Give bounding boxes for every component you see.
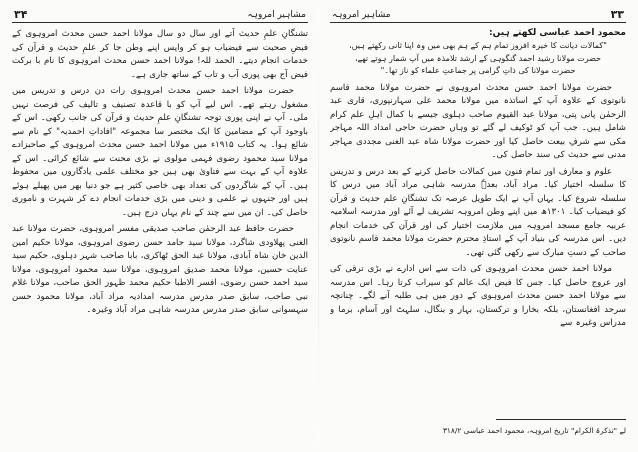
page-body	[330, 28, 626, 331]
paragraph: تشنگانِ علمِ حدیث آتے اور سال دو سال مولانا احمد حسن محدث امروہوی کے فیضِ صحبت سے فیضیاب ہو کر واپس اپنے وطن جا کر علمِ حدیث و قرآن کی خدمات انجام دیتے۔ الحمد للہ! مولانا احمد حسن محدث امروہوی کا نام با برکت فیض آج بھی پوری آب و تاب کے ساتھ جاری ہے۔	[12, 29, 308, 80]
paragraph: حضرت مولانا احمد حسن محدث امروہوی نے حضرت مولانا محمد قاسم نانوتوی کے علاوہ آپ کے اساتذہ میں مولانا محمد علی سہارنپوری، قاری عبد الرحمٰن پانی پتی، مولانا عبد القیوم صاحب دہلوی جیسے با کمال اہلِ علم کرام شامل ہیں۔ جب آپ کو ٹوکیف لے گئے تو وہاں حضرت حاجی امداد اللہ مہاجر مکی سے شرفِ بیعت حاصل کیا اور حضرت مولانا شاہ عبد الغنی مجددی مہاجر مدنی سے حدیث کی سند حاصل کی۔	[330, 82, 626, 160]
footnote: لے "تذکرۃ الکرام" تاریخ امروہہ، محمود احمد عباسی ۳۱۸/۲	[442, 426, 626, 435]
section-heading: محمود احمد عباسی لکھتے ہیں:	[489, 28, 626, 38]
page-header	[330, 8, 626, 23]
running-header: مشاہیر امروہہ	[332, 10, 391, 20]
page-header	[12, 8, 308, 23]
left-page	[12, 8, 308, 444]
page-number: ۳۴	[14, 8, 28, 21]
page-number: ۳۳	[610, 8, 624, 21]
gutter-divider	[318, 8, 319, 444]
page-body	[12, 28, 308, 318]
paragraph: حضرت حافظ عبد الرحمٰن صاحب صدیقی مفسر امروہوی، حضرت مولانا عبد الغنی پھلاودی شاگرد، مولانا سید حامد حسن رضوی امروہوی، مولانا حکیم امین الدین خان شاہ آبادی، مولانا عبد الحق ٹھاکری، بابا صاحب شہر دہلوی، حکیم سید عنایت حسین، مولانا محمد صدیق امروہوی، مولانا سید محمود امروہوی، مولانا سید احمد حسن رضوی، افسر الاطبا حکیم محمد ظہور الحق صاحب، مولانا غلام نبی صاحب، سابق صدر مدرس مدرسہ امدادیہ مراد آباد، مولانا محمود حسن سہسوانی سابق صدر مدرس مدرسہ شاہی مراد آباد وغیرہ۔	[12, 224, 308, 315]
block-quote: "کمالات دیانت کا خیرہ افروز تمام ہم کے ہم بھی میں وہ اپنا ثانی رکھتے ہیں، حضرت مولانا رشید احمد گنگوہی کے ارشد تلامذہ میں آپ شمار ہوتے تھے، حضرت مولانا کی ذاتِ گرامی پر جماعتِ علماء کو ناز تھا۔"	[349, 41, 607, 75]
paragraph: علوم و معارف اور تمام فنون میں کمالات حاصل کرنے کے بعد درس و تدریس کا سلسلہ اختیار کیا۔ مراد آباد، بعدہٗ مدرسہ شاہی مراد آباد میں درس کا سلسلہ شروع کیا۔ یہاں آپ نے ایک طویل عرصہ تک تشنگانِ علم حدیث و قرآن کو فیضیاب کیا۔ ۱۳۰۱ھ میں اپنے وطن امروہہ تشریف لے آئے اور مدرسہ اسلامیہ عربیہ جامع مسجد امروہہ میں ملازمت اختیار کی اور قرآن کی خدمات انجام دیں۔ اس مدرسہ کی بنیاد آپ کے استاذِ محترم حضرت مولانا محمد قاسم نانوتوی صاحب کے دستِ مبارک سے رکھی گئی تھی۔	[330, 166, 626, 258]
running-header: مشاہیر امروہہ	[247, 10, 306, 20]
paragraph: حضرت مولانا احمد حسن محدث امروہوی رات دن درس و تدریس میں مشغول رہتے تھے۔ اس لیے آپ کو با قاعدہ تصنیف و تالیف کی فرصت نہیں ملی۔ آپ نے اپنی پوری توجہ تشنگانِ علمِ حدیث و قرآن کی جانب رکھی۔ اس کے باوجود آپ کے مضامین کا ایک مختصر سا مجموعہ "افاداتِ احمدیہ" کے نام سے شائع ہوا۔ یہ کتاب ۱۹۱۵ء میں مولانا احمد حسن محدث امروہوی کے صاحبزادے مولانا سید محمود رضوی فہمی مولوی نے بڑی محنت سے شائع کرائی۔ اس کے علاوہ آپ کے بہت سے فتاویٰ بھی ہیں جو مختلف علمی یادگاروں میں محفوظ ہیں۔ آپ کے شاگردوں کی تعداد بھی خاصی کثیر ہے جو دنیا بھر میں پھیلے ہوئے ہیں اور جنہوں نے علمی و دینی میں بڑی خدمات انجام دے کر شہرت و ناموری حاصل کی۔ ان میں سے چند کے نام یہاں درج ہیں۔	[12, 86, 308, 218]
paragraph: مولانا احمد حسن محدث امروہوی کی ذات سے اس ادارے نے بڑی ترقی کی اور عروج حاصل کیا۔ جس کا فیض ایک عالم کو سیراب کرتا رہا۔ اس مدرسہ سے مولانا احمد حسن محدث امروہوی کے دور میں ہی طلبہ آنے لگے۔ چنانچہ سرحد افغانستان، بلکہ بخارا و ترکستان، بہار و بنگال، سلہٹ اور آسام، برما و مدراس وغیرہ سے	[330, 264, 626, 328]
right-page	[330, 8, 626, 444]
footnote-divider	[496, 419, 626, 420]
